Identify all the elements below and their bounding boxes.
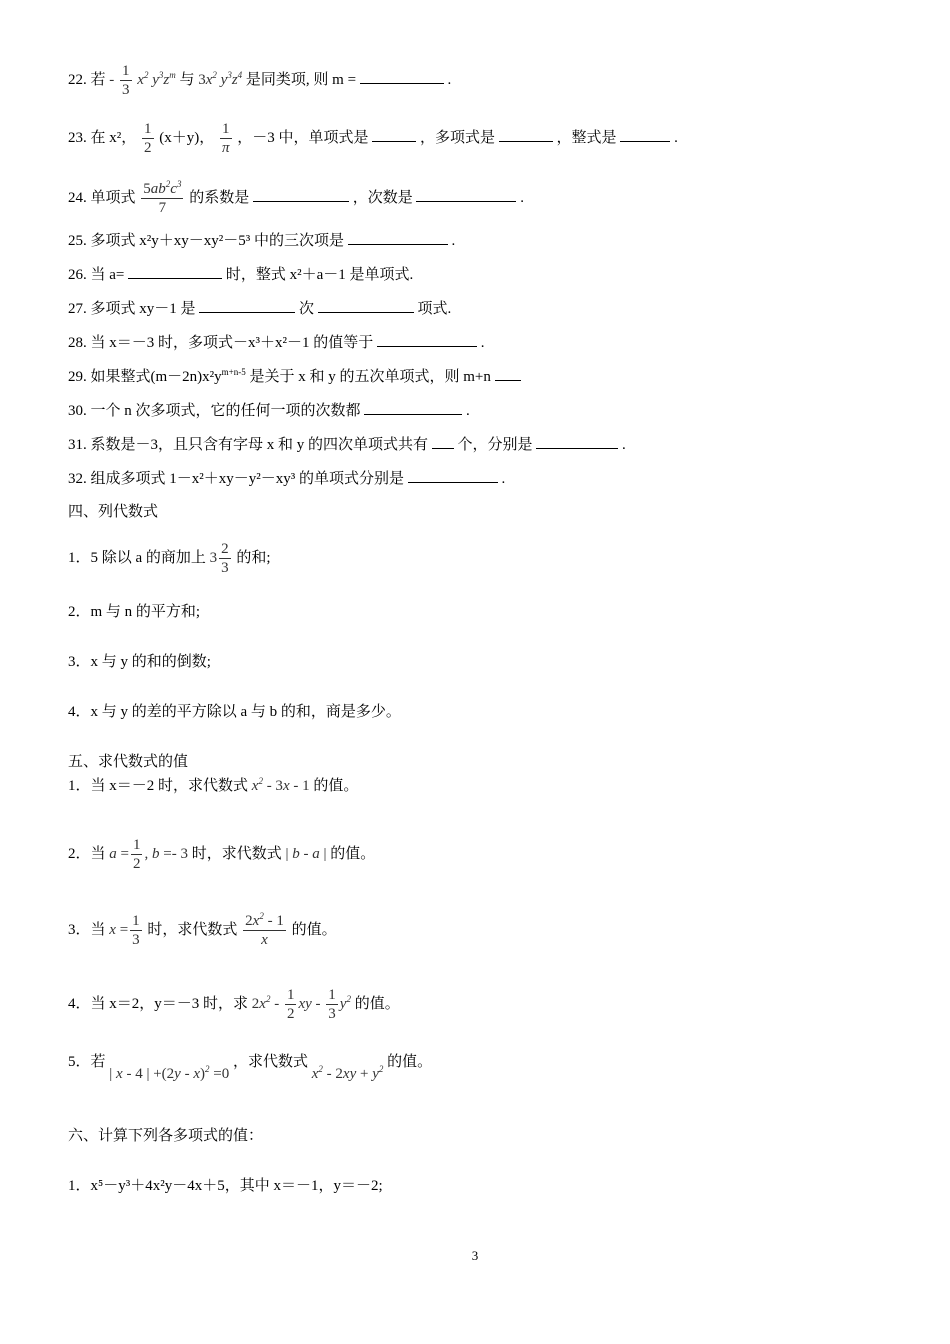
question-28: 28. 当 x＝－3 时，多项式－x³＋x²－1 的值等于 . bbox=[68, 332, 485, 353]
section-6-item-1: 1．x⁵－y³＋4x²y－4x＋5，其中 x＝－1，y＝－2; bbox=[68, 1178, 383, 1194]
question-30: 30. 一个 n 次多项式，它的任何一项的次数都 . bbox=[68, 400, 470, 421]
answer-blank[interactable] bbox=[372, 127, 416, 142]
question-24: 24. 单项式 $\frac{5ab^2c^3}{7}$ 的系数是 ，次数是 . bbox=[68, 179, 524, 216]
section-4-item-1: 1．5 除以 a 的商加上 3 $\frac{2}{3}$ 的和; bbox=[68, 541, 271, 576]
question-29: 29. 如果整式$(m-2n)x^2y^{m+n-5}$ 是关于 x 和 y 的五次单项式，则 m+n bbox=[68, 366, 521, 387]
answer-blank[interactable] bbox=[199, 298, 295, 313]
q22-number: 22. bbox=[68, 71, 87, 88]
answer-blank[interactable] bbox=[536, 434, 618, 449]
answer-blank[interactable] bbox=[377, 332, 477, 347]
answer-blank[interactable] bbox=[348, 230, 448, 245]
question-27: 27. 多项式 xy－1 是 次 项式. bbox=[68, 298, 451, 319]
fraction-one-third: $\frac{1}{3}$ bbox=[122, 63, 130, 98]
answer-blank[interactable] bbox=[432, 434, 454, 449]
answer-blank[interactable] bbox=[408, 468, 498, 483]
answer-blank[interactable] bbox=[360, 69, 444, 84]
question-26: 26. 当 a= 时，整式 x²＋a－1 是单项式. bbox=[68, 264, 413, 285]
section-4-title: 四、列代数式 bbox=[68, 504, 159, 520]
question-31: 31. 系数是－3，且只含有字母 x 和 y 的四次单项式共有 个，分别是 . bbox=[68, 434, 626, 455]
question-23: 23. 在 x²， $\frac{1}{2}$ (x＋y)， $\frac{1}{\pi}$ ，－3 中，单项式是 ，多项式是 ，整式是 . bbox=[68, 121, 678, 156]
section-5-title: 五、求代数式的值 bbox=[68, 754, 189, 770]
section-4-item-3: 3．x 与 y 的和的倒数; bbox=[68, 654, 211, 670]
question-25: 25. 多项式 x²y＋xy－xy²－5³ 中的三次项是 . bbox=[68, 230, 455, 251]
section-4-item-4: 4．x 与 y 的差的平方除以 a 与 b 的和，商是多少。 bbox=[68, 704, 401, 720]
answer-blank[interactable] bbox=[253, 187, 349, 202]
answer-blank[interactable] bbox=[499, 127, 553, 142]
question-32: 32. 组成多项式 1－x²＋xy－y²－xy³ 的单项式分别是 . bbox=[68, 468, 505, 489]
section-6-title: 六、计算下列各多项式的值： bbox=[68, 1128, 264, 1144]
answer-blank[interactable] bbox=[416, 187, 516, 202]
section-4-item-2: 2．m 与 n 的平方和; bbox=[68, 604, 201, 620]
section-5-item-3: 3．当 x = $\frac{1}{3}$ 时，求代数式 $\frac{2x^2 - 1}{x}$ 的值。 bbox=[68, 911, 337, 948]
answer-blank[interactable] bbox=[318, 298, 414, 313]
page-number: 3 bbox=[471, 1248, 479, 1263]
question-22: 22. 若 - $\frac{1}{3}$ $x^2$ $y^3z^m$ 与 $3x^2$ $y^3z^4$ 是同类项, 则 m = . bbox=[68, 63, 452, 98]
section-5-item-2: 2．当 a = $\frac{1}{2}$ , b =- 3 时，求代数式 | b - a | 的值。 bbox=[68, 837, 376, 872]
section-5-item-1: 1．当 x＝－2 时，求代数式 $x^2 - 3x - 1$ 的值。 bbox=[68, 776, 359, 794]
answer-blank[interactable] bbox=[364, 400, 462, 415]
section-5-item-5: 5．若 | x - 4 | +(2y - x)$^2$ =0 ，求代数式 $x^2 - 2xy + y^2$ 的值。 bbox=[68, 1054, 433, 1082]
answer-blank[interactable] bbox=[495, 366, 521, 381]
answer-blank[interactable] bbox=[620, 127, 670, 142]
section-5-item-4: 4．当 x＝2，y＝－3 时，求 $2x^2$ - $\frac{1}{2}$ xy - $\frac{1}{3}$ $y^2$ 的值。 bbox=[68, 987, 400, 1022]
answer-blank[interactable] bbox=[128, 264, 222, 279]
